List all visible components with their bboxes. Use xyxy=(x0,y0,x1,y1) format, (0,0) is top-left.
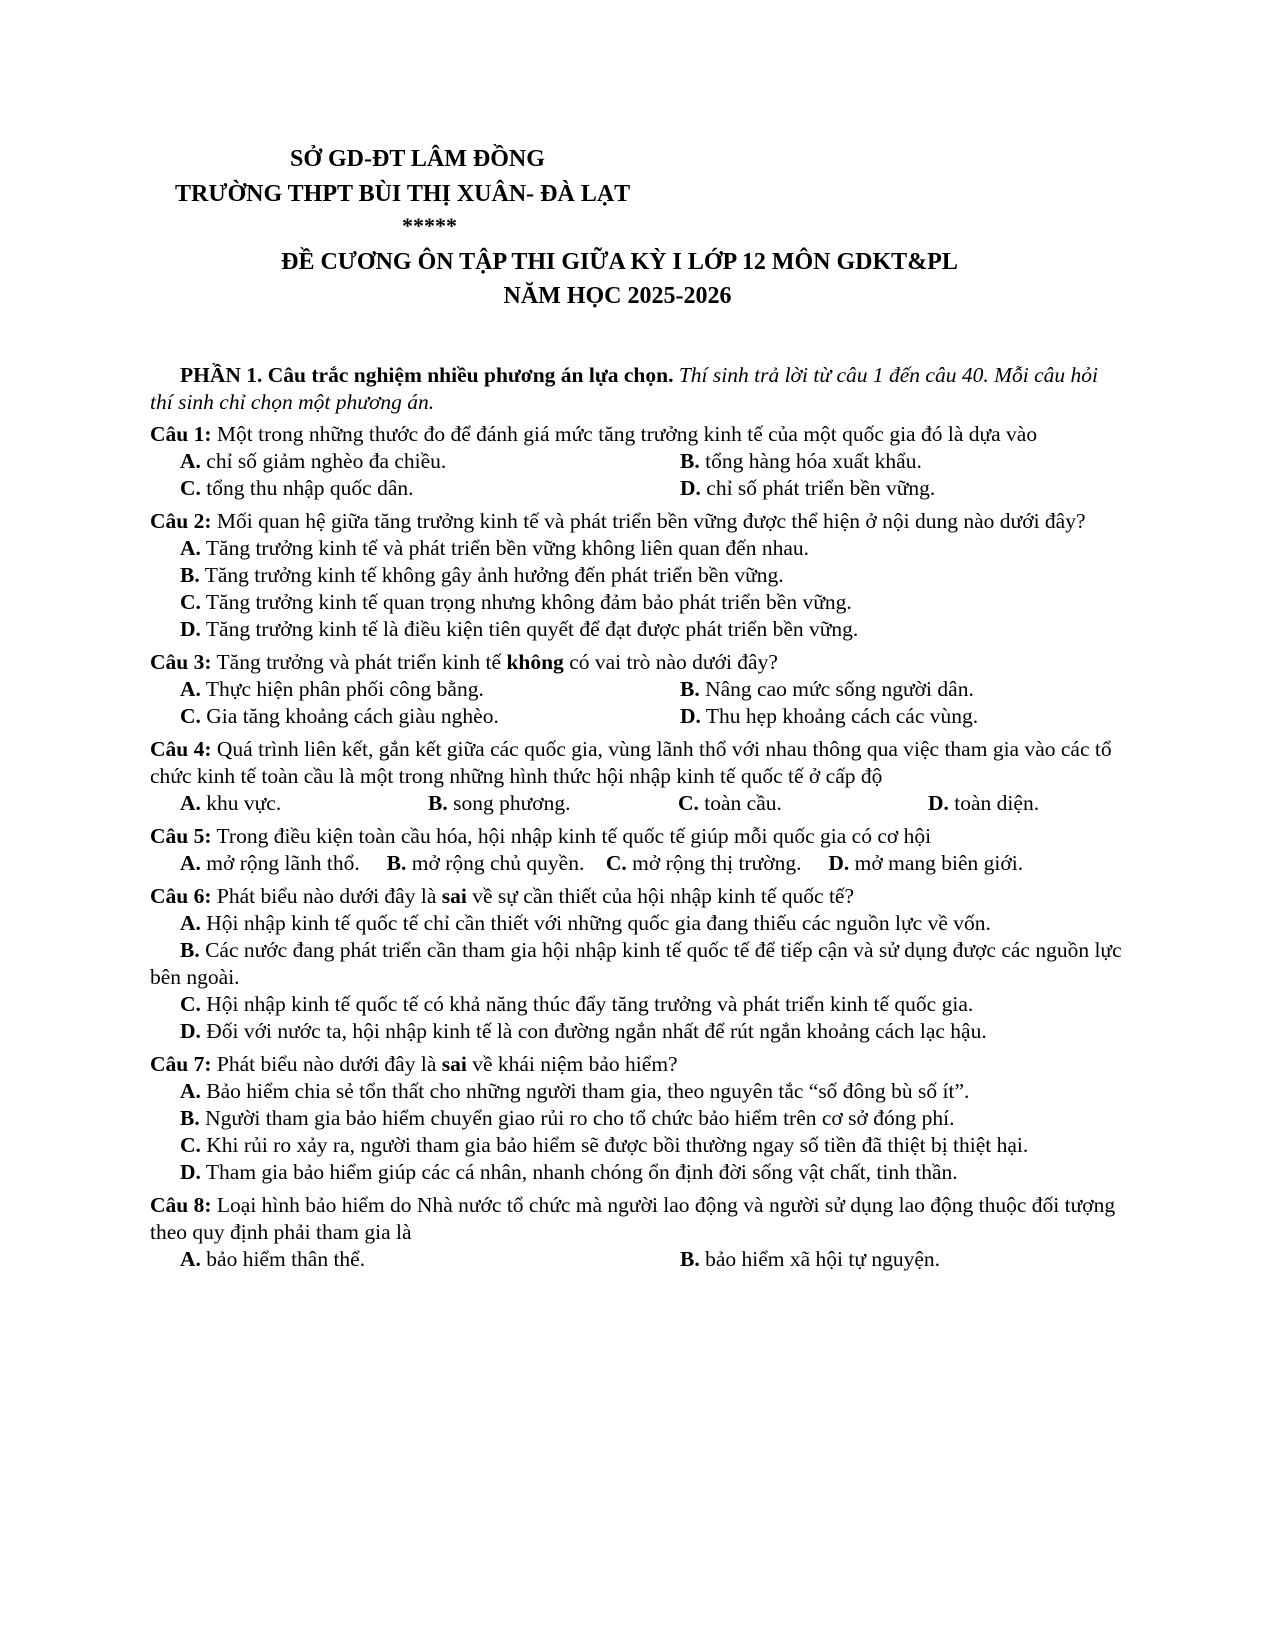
option-a: A. Thực hiện phân phối công bằng. xyxy=(180,677,484,701)
option-c: C. Khi rủi ro xảy ra, người tham gia bảo hiểm sẽ được bồi thường ngay số tiền đã thiệt bị thiệt hại. xyxy=(180,1133,1029,1157)
question-stem: Câu 7: Phát biểu nào dưới đây là sai về khái niệm bảo hiểm? xyxy=(150,1052,678,1076)
question-stem xyxy=(150,1192,1125,1246)
option-a: A. Tăng trưởng kinh tế và phát triển bền vững không liên quan đến nhau. xyxy=(180,536,809,560)
document-title: ĐỀ CƯƠNG ÔN TẬP THI GIỮA KỲ I LỚP 12 MÔN GDKT&PL xyxy=(281,249,958,275)
question-label: Câu 5: xyxy=(150,824,212,848)
question-8 xyxy=(150,1192,1125,1273)
options xyxy=(150,1246,1125,1273)
question-stem: Câu 3: Tăng trưởng và phát triển kinh tế không có vai trò nào dưới đây? xyxy=(150,650,778,674)
stars-divider: ***** xyxy=(402,213,457,238)
option-c: C. Gia tăng khoảng cách giàu nghèo. xyxy=(180,704,499,728)
emphasis-word: sai xyxy=(441,884,467,908)
option-a: A. chỉ số giảm nghèo đa chiều. xyxy=(180,449,447,473)
option-c: C. tổng thu nhập quốc dân. xyxy=(180,476,414,500)
option-d: D. mở mang biên giới. xyxy=(828,851,1024,875)
options xyxy=(150,790,1125,817)
question-stem xyxy=(150,736,1125,790)
option-d: D. Đối với nước ta, hội nhập kinh tế là con đường ngắn nhất để rút ngắn khoảng cách lạc hậu. xyxy=(180,1019,987,1043)
question-label: Câu 3: xyxy=(150,650,212,674)
option-b: B. Tăng trưởng kinh tế không gây ảnh hưởng đến phát triển bền vững. xyxy=(180,563,784,587)
option-b: B. mở rộng chủ quyền. xyxy=(386,851,585,875)
question-label: Câu 7: xyxy=(150,1052,212,1076)
option-b: B. Các nước đang phát triển cần tham gia hội nhập kinh tế quốc tế để tiếp cận và sử dụng được các nguồn lực bên ngoài. xyxy=(150,938,1122,989)
question-3 xyxy=(150,649,1125,730)
question-label: Câu 4: xyxy=(150,737,212,761)
part-instruction: Thí sinh trả lời từ câu 1 đến câu 40. Mỗi câu hỏi thí sinh chỉ chọn một phương án. xyxy=(150,363,1098,414)
question-text: Quá trình liên kết, gắn kết giữa các quốc gia, vùng lãnh thổ với nhau thông qua việc tham gia vào các tổ chức kinh tế toàn cầu là một trong những hình thức hội nhập kinh tế quốc tế ở cấp độ xyxy=(150,737,1112,788)
option-a: A. bảo hiểm thân thể. xyxy=(180,1247,366,1271)
question-label: Câu 1: xyxy=(150,422,212,446)
option-a: A. khu vực. xyxy=(180,791,282,815)
department-name: SỞ GD-ĐT LÂM ĐỒNG xyxy=(290,146,545,172)
option-b: B. song phương. xyxy=(428,791,571,815)
question-text: Một trong những thước đo để đánh giá mức tăng trưởng kinh tế của một quốc gia đó là dựa vào xyxy=(216,422,1038,446)
option-b: B. Nâng cao mức sống người dân. xyxy=(680,677,974,701)
question-2 xyxy=(150,508,1125,643)
option-d: D. chỉ số phát triển bền vững. xyxy=(680,476,936,500)
question-text: Trong điều kiện toàn cầu hóa, hội nhập kinh tế quốc tế giúp mỗi quốc gia có cơ hội xyxy=(216,824,932,848)
school-year: NĂM HỌC 2025-2026 xyxy=(503,283,732,309)
option-c: C. Hội nhập kinh tế quốc tế có khả năng thúc đẩy tăng trưởng và phát triển kinh tế quốc gia. xyxy=(180,992,974,1016)
option-a: A. Hội nhập kinh tế quốc tế chỉ cần thiết với những quốc gia đang thiếu các nguồn lực về vốn. xyxy=(180,911,991,935)
option-a: A. mở rộng lãnh thổ. xyxy=(180,851,360,875)
options xyxy=(150,448,1125,502)
option-b: B. tổng hàng hóa xuất khẩu. xyxy=(680,449,922,473)
option-d: D. Thu hẹp khoảng cách các vùng. xyxy=(680,704,979,728)
option-d: D. Tham gia bảo hiểm giúp các cá nhân, nhanh chóng ổn định đời sống vật chất, tinh thần. xyxy=(180,1160,958,1184)
question-5 xyxy=(150,823,1125,877)
emphasis-word: không xyxy=(506,650,564,674)
school-name: TRƯỜNG THPT BÙI THỊ XUÂN- ĐÀ LẠT xyxy=(175,181,631,207)
question-stem xyxy=(150,823,1125,850)
option-c: C. Tăng trưởng kinh tế quan trọng nhưng không đảm bảo phát triển bền vững. xyxy=(180,590,852,614)
part-label: PHẦN 1. Câu trắc nghiệm nhiều phương án lựa chọn. xyxy=(180,363,674,387)
question-1 xyxy=(150,421,1125,502)
options xyxy=(150,676,1125,730)
option-c: C. toàn cầu. xyxy=(678,791,782,815)
option-a: A. Bảo hiểm chia sẻ tổn thất cho những người tham gia, theo nguyên tắc “số đông bù số ít”. xyxy=(180,1079,970,1103)
question-text: Loại hình bảo hiểm do Nhà nước tổ chức mà người lao động và người sử dụng lao động thuộc đối tượng theo quy định phải tham gia là xyxy=(150,1193,1116,1244)
question-6 xyxy=(150,883,1125,1045)
option-d: D. toàn diện. xyxy=(928,791,1040,815)
question-label: Câu 6: xyxy=(150,884,212,908)
question-label: Câu 8: xyxy=(150,1193,212,1217)
option-b: B. bảo hiểm xã hội tự nguyện. xyxy=(680,1247,941,1271)
option-c: C. mở rộng thị trường. xyxy=(605,851,802,875)
emphasis-word: sai xyxy=(441,1052,467,1076)
option-d: D. Tăng trưởng kinh tế là điều kiện tiên quyết để đạt được phát triển bền vững. xyxy=(180,617,859,641)
question-label: Câu 2: xyxy=(150,509,212,533)
question-4 xyxy=(150,736,1125,817)
question-stem xyxy=(150,508,1125,535)
options-inline xyxy=(150,850,1125,877)
question-stem: Câu 6: Phát biểu nào dưới đây là sai về sự cần thiết của hội nhập kinh tế quốc tế? xyxy=(150,884,855,908)
question-stem xyxy=(150,421,1125,448)
exam-content xyxy=(150,362,1125,1279)
option-b: B. Người tham gia bảo hiểm chuyển giao rủi ro cho tổ chức bảo hiểm trên cơ sở đóng phí. xyxy=(180,1106,955,1130)
question-7 xyxy=(150,1051,1125,1186)
question-text: Mối quan hệ giữa tăng trưởng kinh tế và phát triển bền vững được thể hiện ở nội dung nào dưới đây? xyxy=(216,509,1086,533)
part-intro xyxy=(150,362,1125,416)
